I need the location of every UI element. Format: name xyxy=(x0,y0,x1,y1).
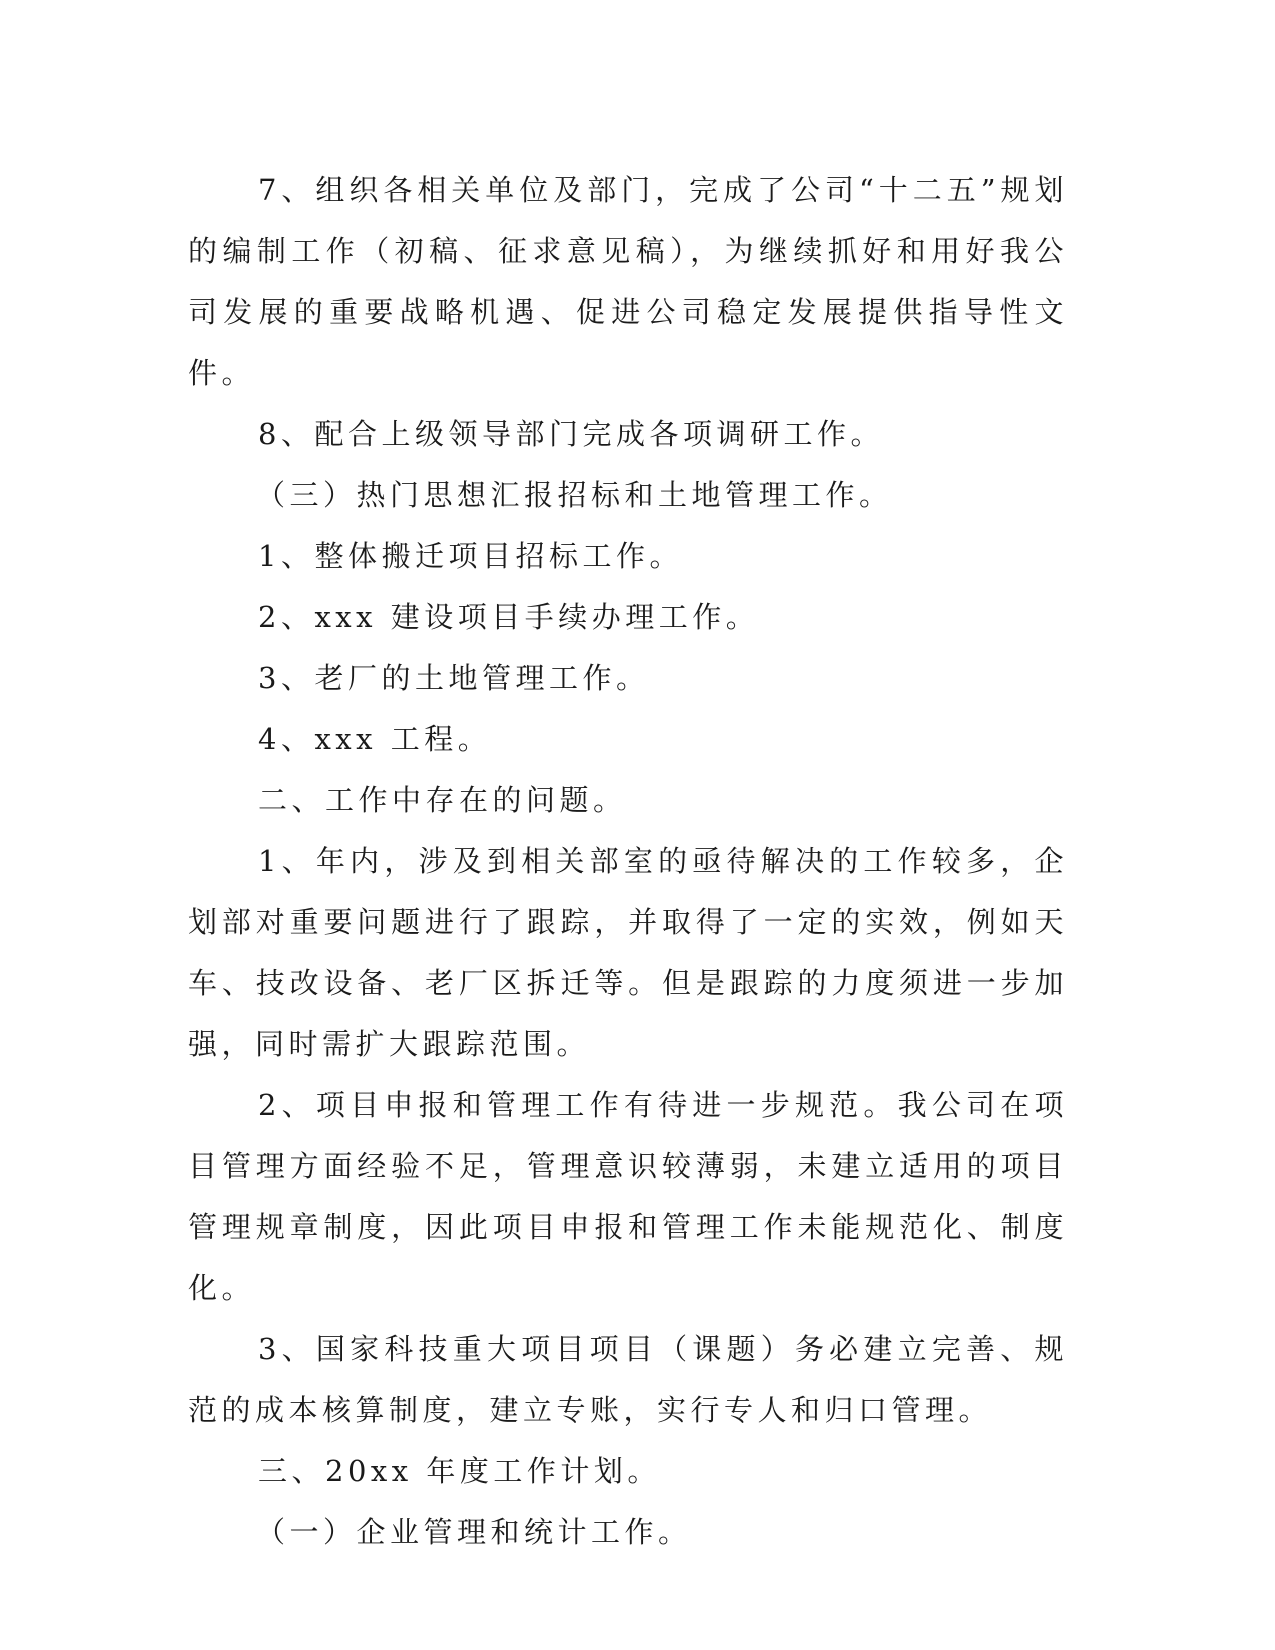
paragraph-item-7: 7、组织各相关单位及部门，完成了公司“十二五”规划的编制工作（初稿、征求意见稿），为继续抓好和用好我公司发展的重要战略机遇、促进公司稳定发展提供指导性文件。 xyxy=(188,173,1068,390)
paragraph-item-4: 4、xxx 工程。 xyxy=(258,722,492,756)
section-heading-bidding-land: （三）热门思想汇报招标和土地管理工作。 xyxy=(256,478,893,512)
section-heading-problems: 二、工作中存在的问题。 xyxy=(258,783,627,817)
paragraph-item-8: 8、配合上级领导部门完成各项调研工作。 xyxy=(258,417,884,451)
problem-item-3: 3、国家科技重大项目项目（课题）务必建立完善、规范的成本核算制度，建立专账，实行专人和归口管理。 xyxy=(188,1332,1068,1427)
problem-item-1: 1、年内，涉及到相关部室的亟待解决的工作较多，企划部对重要问题进行了跟踪，并取得了一定的实效，例如天车、技改设备、老厂区拆迁等。但是跟踪的力度须进一步加强，同时需扩大跟踪范围。 xyxy=(188,844,1068,1061)
subsection-heading-enterprise-management: （一）企业管理和统计工作。 xyxy=(256,1515,692,1549)
paragraph-item-2: 2、xxx 建设项目手续办理工作。 xyxy=(258,600,760,634)
paragraph-item-3: 3、老厂的土地管理工作。 xyxy=(258,661,650,695)
document-body xyxy=(188,160,1068,1563)
section-heading-work-plan: 三、20xx 年度工作计划。 xyxy=(258,1454,661,1488)
problem-item-2: 2、项目申报和管理工作有待进一步规范。我公司在项目管理方面经验不足，管理意识较薄弱，未建立适用的项目管理规章制度，因此项目申报和管理工作未能规范化、制度化。 xyxy=(188,1088,1068,1305)
paragraph-item-1: 1、整体搬迁项目招标工作。 xyxy=(258,539,683,573)
